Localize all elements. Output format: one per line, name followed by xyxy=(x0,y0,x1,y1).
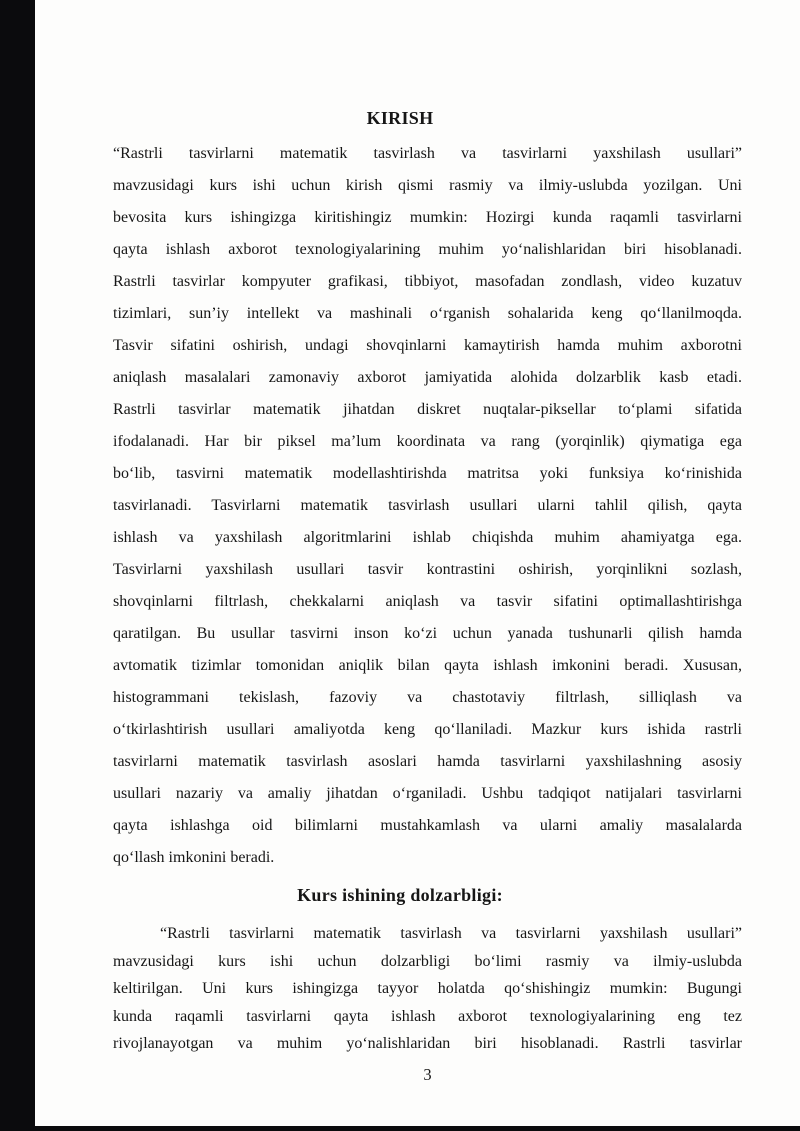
section-heading: KIRISH xyxy=(366,108,434,128)
text-line: mavzusidagi kurs ishi uchun kirish qismi rasmiy va ilmiy-uslubda yozilgan. Uni xyxy=(113,177,742,194)
intro-paragraph xyxy=(113,138,742,874)
text-line: qayta ishlash axborot texnologiyalarining muhim yo‘nalishlaridan biri hisoblanadi. xyxy=(113,241,742,258)
text-line: qo‘llash imkonini beradi. xyxy=(113,849,275,866)
text-line: ishlash va yaxshilash algoritmlarini ishlab chiqishda muhim ahamiyatga ega. xyxy=(113,529,742,546)
text-line: keltirilgan. Uni kurs ishingizga tayyor holatda qo‘shishingiz mumkin: Bugungi xyxy=(113,980,742,997)
text-line: histogrammani tekislash, fazoviy va chastotaviy filtrlash, silliqlash va xyxy=(113,689,742,706)
scan-edge-left xyxy=(0,0,35,1131)
text-line: mavzusidagi kurs ishi uchun dolzarbligi bo‘limi rasmiy va ilmiy-uslubda xyxy=(113,952,742,970)
text-line: Tasvir sifatini oshirish, undagi shovqinlarni kamaytirish hamda muhim axborotni xyxy=(113,337,742,354)
text-line: aniqlash masalalari zamonaviy axborot jamiyatida alohida dolzarblik kasb etadi. xyxy=(113,369,742,386)
text-line: Rastrli tasvirlar kompyuter grafikasi, tibbiyot, masofadan zondlash, video kuzatuv xyxy=(113,273,742,290)
text-line: qaratilgan. Bu usullar tasvirni inson ko‘zi uchun yanada tushunarli qilish hamda xyxy=(113,625,742,642)
text-line: Tasvirlarni yaxshilash usullari tasvir kontrastini oshirish, yorqinlikni sozlash, xyxy=(113,561,742,578)
text-line: ifodalanadi. Har bir piksel ma’lum koordinata va rang (yorqinlik) qiymatiga ega xyxy=(113,433,742,450)
subsection-heading: Kurs ishining dolzarbligi: xyxy=(297,885,503,905)
text-line: shovqinlarni filtrlash, chekkalarni aniqlash va tasvir sifatini optimallashtirishga xyxy=(113,593,742,610)
relevance-paragraph xyxy=(113,920,742,1058)
text-line: “Rastrli tasvirlarni matematik tasvirlash va tasvirlarni yaxshilash usullari” xyxy=(113,145,742,162)
text-line: o‘tkirlashtirish usullari amaliyotda keng qo‘llaniladi. Mazkur kurs ishida rastrli xyxy=(113,721,742,738)
text-line: avtomatik tizimlar tomonidan aniqlik bilan qayta ishlash imkonini beradi. Xususan, xyxy=(113,657,742,674)
text-line: bevosita kurs ishingizga kiritishingiz mumkin: Hozirgi kunda raqamli tasvirlarni xyxy=(113,209,742,226)
text-line: qayta ishlashga oid bilimlarni mustahkamlash va ularni amaliy masalalarda xyxy=(113,817,742,834)
text-line: tizimlari, sun’iy intellekt va mashinali o‘rganish sohalarida keng qo‘llanilmoqda. xyxy=(113,305,742,322)
text-line: bo‘lib, tasvirni matematik modellashtirishda matritsa yoki funksiya ko‘rinishida xyxy=(113,465,742,482)
page-number: 3 xyxy=(423,1065,432,1084)
scan-edge-bottom xyxy=(0,1126,800,1131)
text-line: tasvirlanadi. Tasvirlarni matematik tasvirlash usullari ularni tahlil qilish, qayta xyxy=(113,497,742,514)
text-line: kunda raqamli tasvirlarni qayta ishlash axborot texnologiyalarining eng tez xyxy=(113,1007,742,1025)
text-line: Rastrli tasvirlar matematik jihatdan diskret nuqtalar-piksellar to‘plami sifatida xyxy=(113,401,742,418)
text-line: tasvirlarni matematik tasvirlash asoslari hamda tasvirlarni yaxshilashning asosiy xyxy=(113,753,742,770)
text-line: usullari nazariy va amaliy jihatdan o‘rganiladi. Ushbu tadqiqot natijalari tasvirlarni xyxy=(113,785,742,802)
text-line: “Rastrli tasvirlarni matematik tasvirlash va tasvirlarni yaxshilash usullari” xyxy=(160,925,742,942)
text-line: rivojlanayotgan va muhim yo‘nalishlaridan biri hisoblanadi. Rastrli tasvirlar xyxy=(113,1035,742,1052)
page-content xyxy=(113,103,742,1058)
